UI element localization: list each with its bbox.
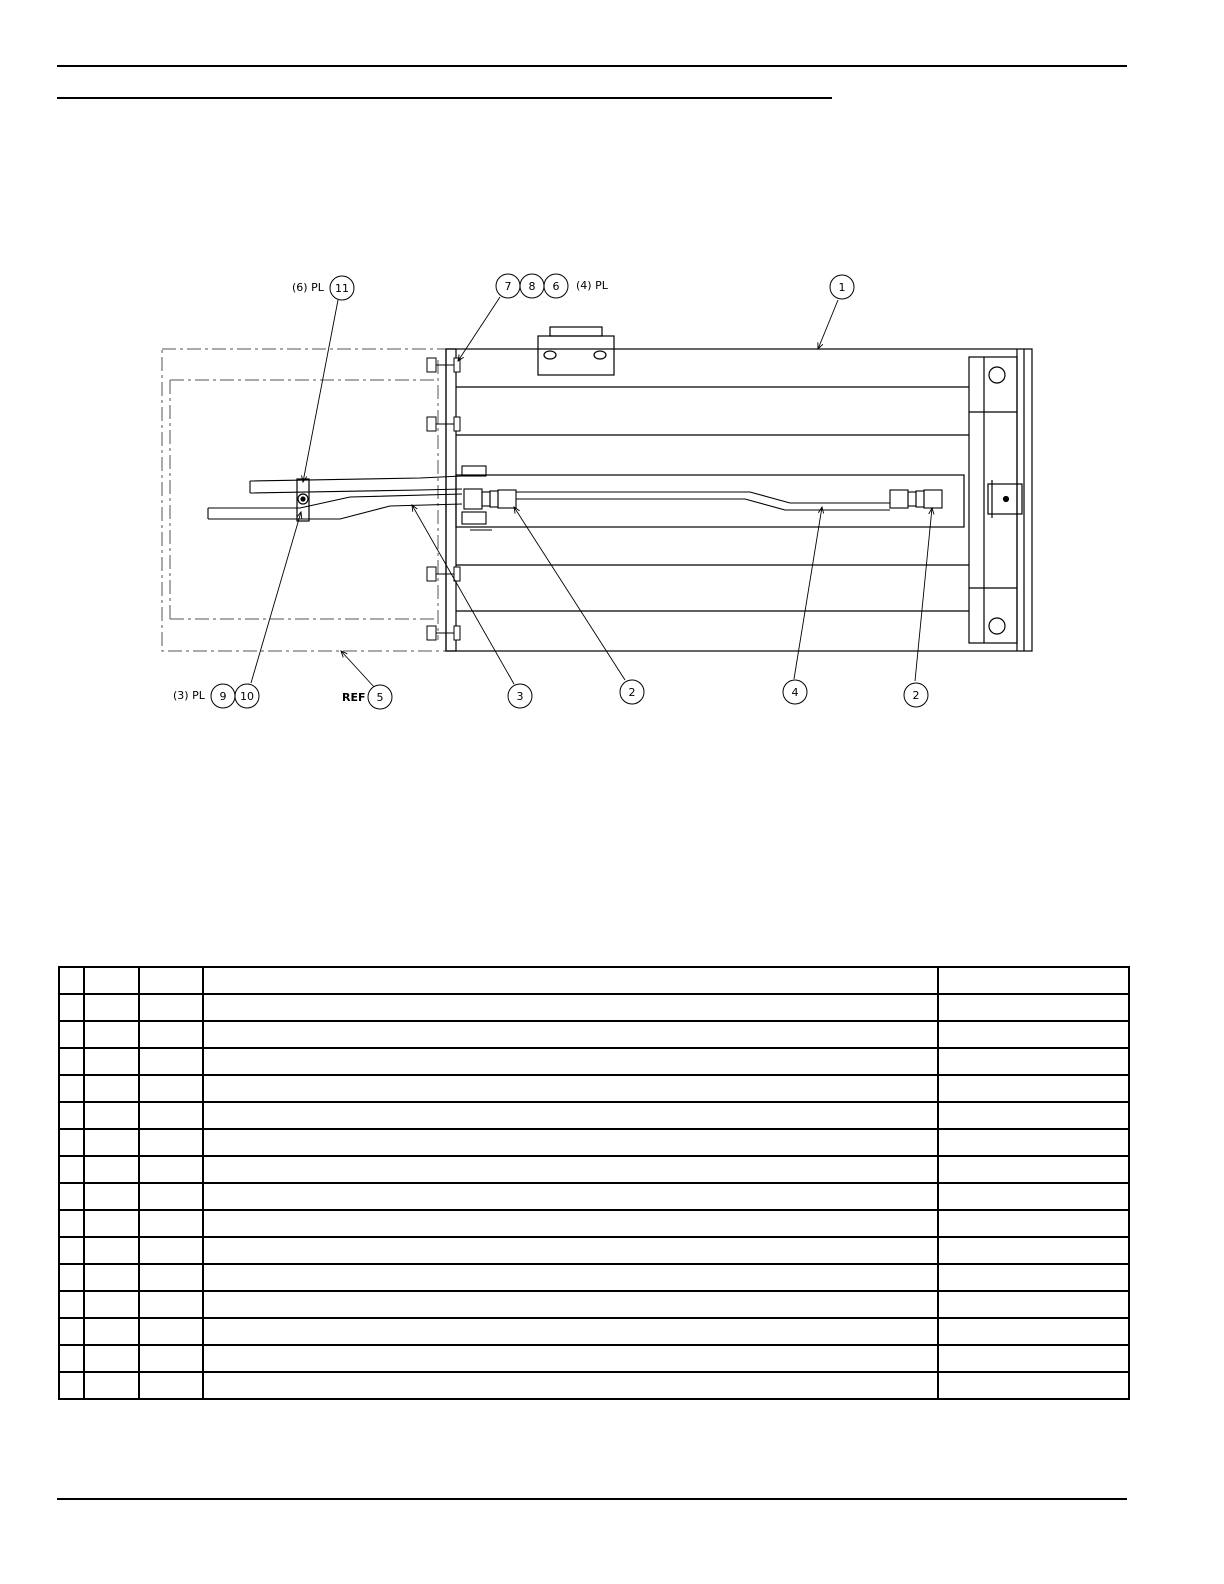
table-row [59,1237,1129,1264]
bolt-set [427,358,460,640]
table-row [59,1021,1129,1048]
qty-label-four: (4) PL [576,279,608,292]
table-row [59,1264,1129,1291]
tube-clamp [297,479,309,521]
callout-1: 1 [838,281,846,294]
callout-7: 7 [504,280,512,293]
table-row [59,1048,1129,1075]
qty-label-six: (6) PL [292,281,324,294]
callout-3: 3 [516,690,524,703]
callout-5: 5 [376,691,384,704]
table-row [59,1210,1129,1237]
table-row [59,1345,1129,1372]
callout-6: 6 [552,280,560,293]
parts-list-body [59,967,1129,1399]
table-row [59,1318,1129,1345]
callout-10: 10 [240,690,254,703]
table-row [59,1075,1129,1102]
callout-9: 9 [219,690,227,703]
ref-label: REF [342,691,366,704]
table-row [59,1102,1129,1129]
qty-label-three: (3) PL [173,689,205,702]
callout-8: 8 [528,280,536,293]
callout-2-left: 2 [628,686,636,699]
main-frame [446,327,1032,651]
parts-list-table [58,966,1130,1400]
hydraulic-lines [208,466,942,530]
table-row [59,1183,1129,1210]
callout-11: 11 [335,282,349,295]
table-row [59,1156,1129,1183]
table-row [59,1129,1129,1156]
footer-rule [57,1498,1127,1500]
table-row [59,994,1129,1021]
table-row [59,1372,1129,1399]
callout-2-right: 2 [912,689,920,702]
callout-4: 4 [791,686,799,699]
table-row [59,1291,1129,1318]
table-header-row [59,967,1129,994]
